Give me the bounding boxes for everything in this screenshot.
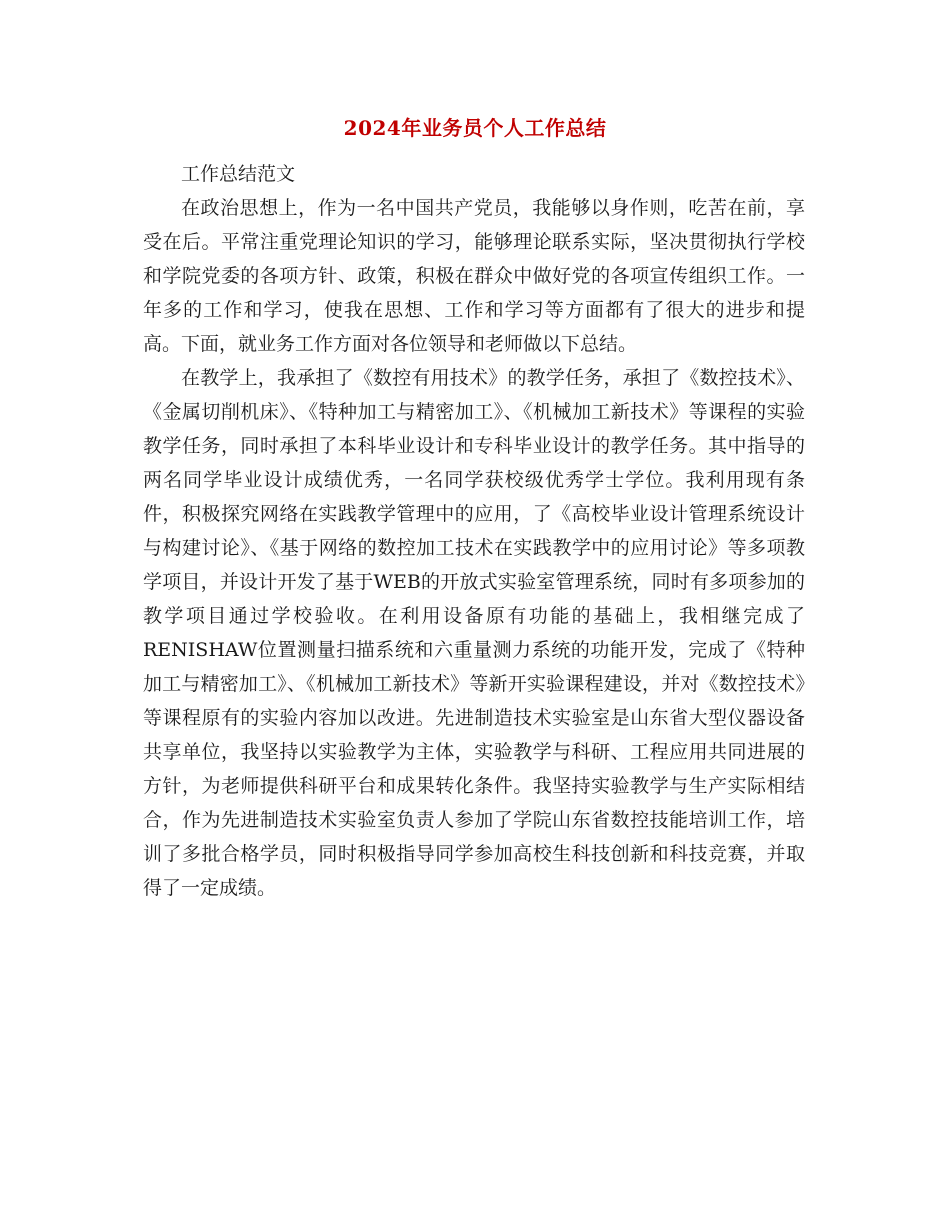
document-subtitle: 工作总结范文: [181, 163, 296, 185]
document-title: 2024年业务员个人工作总结: [343, 116, 607, 140]
document-body: [143, 157, 805, 905]
paragraph-teaching: 在教学上，我承担了《数控有用技术》的教学任务，承担了《数控技术》、《金属切削机床》、《特种加工与精密加工》、《机械加工新技术》等课程的实验教学任务，同时承担了本科毕业设计和专科毕业设计的教学任务。其中指导的两名同学毕业设计成绩优秀，一名同学获校级优秀学士学位。我利用现有条件，积极探究网络在实践教学管理中的应用，了《高校毕业设计管理系统设计与构建讨论》、《基于网络的数控加工技术在实践教学中的应用讨论》等多项教学项目，并设计开发了基于WEB的开放式实验室管理系统，同时有多项参加的教学项目通过学校验收。在利用设备原有功能的基础上，我相继完成了RENISHAW位置测量扫描系统和六重量测力系统的功能开发，完成了《特种加工与精密加工》、《机械加工新技术》等新开实验课程建设，并对《数控技术》等课程原有的实验内容加以改进。先进制造技术实验室是山东省大型仪器设备共享单位，我坚持以实验教学为主体，实验教学与科研、工程应用共同进展的方针，为老师提供科研平台和成果转化条件。我坚持实验教学与生产实际相结合，作为先进制造技术实验室负责人参加了学院山东省数控技能培训工作，培训了多批合格学员，同时积极指导同学参加高校生科技创新和科技竞赛，并取得了一定成绩。: [143, 367, 805, 899]
paragraph-political-thought: 在政治思想上，作为一名中国共产党员，我能够以身作则，吃苦在前，享受在后。平常注重党理论知识的学习，能够理论联系实际，坚决贯彻执行学校和学院党委的各项方针、政策，积极在群众中做好党的各项宣传组织工作。一年多的工作和学习，使我在思想、工作和学习等方面都有了很大的进步和提高。下面，就业务工作方面对各位领导和老师做以下总结。: [143, 197, 805, 355]
